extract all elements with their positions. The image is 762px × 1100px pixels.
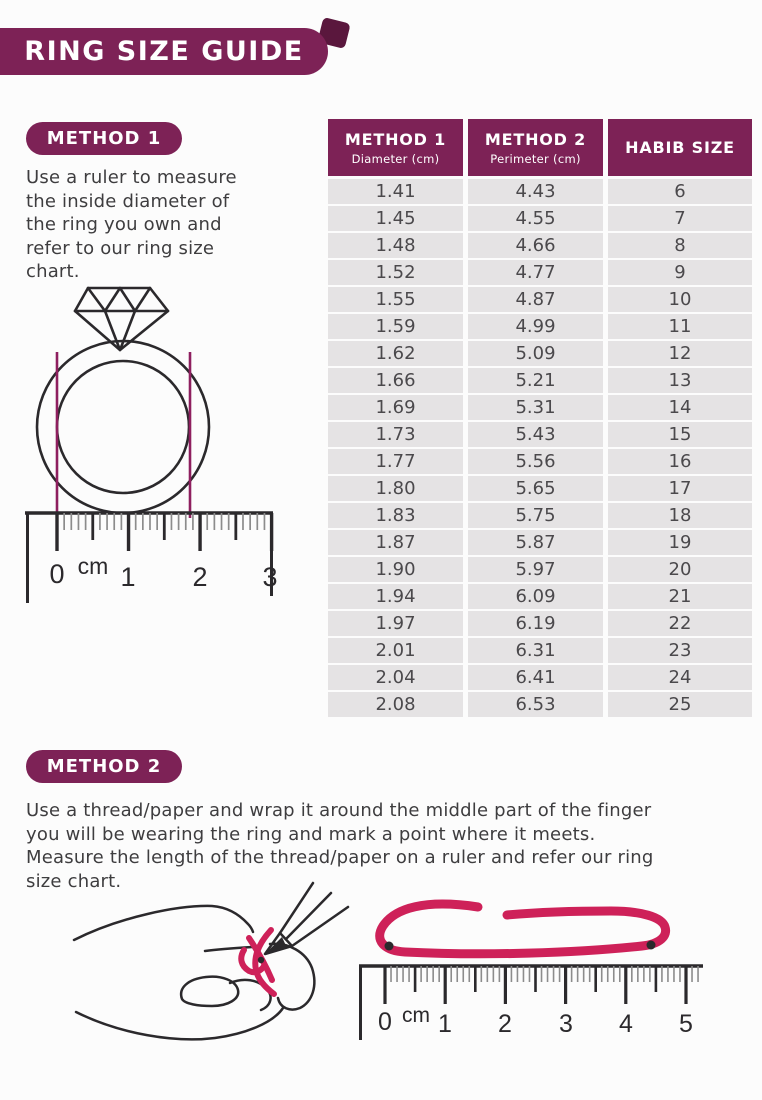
diameter-cell: 2.08: [328, 692, 463, 717]
hand-thread-marking-illustration: [30, 880, 355, 1055]
method2-description: Use a thread/paper and wrap it around the middle part of the finger you will be wearing the ring and mark a point where it meets. Measure the length of the thread/paper on a ruler and refer our ring size chart.: [26, 800, 654, 892]
table-row: [328, 557, 752, 582]
ring-size-table: [328, 119, 752, 719]
diamond-ring-drawing: [37, 288, 209, 513]
size-cell: 12: [608, 341, 752, 366]
perimeter-cell: 5.87: [468, 530, 603, 555]
hand-top-outline: [74, 906, 253, 940]
column-title: METHOD 1: [344, 129, 447, 149]
perimeter-cell: 6.53: [468, 692, 603, 717]
table-row: [328, 449, 752, 474]
size-cell: 10: [608, 287, 752, 312]
size-cell: 8: [608, 233, 752, 258]
table-row: [328, 233, 752, 258]
column-title: METHOD 2: [484, 129, 587, 149]
perimeter-cell: 6.09: [468, 584, 603, 609]
diameter-cell: 1.73: [328, 422, 463, 447]
thread-length-illustration: [350, 890, 762, 1050]
table-row: [328, 206, 752, 231]
table-row: [328, 611, 752, 636]
perimeter-cell: 4.99: [468, 314, 603, 339]
table-body: [328, 179, 752, 717]
ruler-label-4: 4: [619, 1010, 633, 1038]
size-cell: 6: [608, 179, 752, 204]
hand-drawing: [74, 883, 348, 1039]
size-cell: 19: [608, 530, 752, 555]
size-cell: 11: [608, 314, 752, 339]
diameter-cell: 2.01: [328, 638, 463, 663]
ruler-label-cm: cm: [77, 553, 109, 579]
perimeter-cell: 5.97: [468, 557, 603, 582]
diameter-cell: 1.59: [328, 314, 463, 339]
ruler-label-0: 0: [378, 1008, 392, 1036]
hand-bottom-outline: [76, 1008, 283, 1039]
table-row: [328, 638, 752, 663]
perimeter-cell: 4.55: [468, 206, 603, 231]
diameter-cell: 1.66: [328, 368, 463, 393]
diameter-cell: 1.55: [328, 287, 463, 312]
perimeter-cell: 6.31: [468, 638, 603, 663]
pencil-body: [280, 883, 348, 946]
page-title: RING SIZE GUIDE: [0, 28, 328, 75]
table-row: [328, 260, 752, 285]
diameter-cell: 1.90: [328, 557, 463, 582]
perimeter-cell: 6.41: [468, 665, 603, 690]
diameter-cell: 1.83: [328, 503, 463, 528]
method1-badge: METHOD 1: [26, 122, 182, 155]
ruler-label-2: 2: [192, 562, 208, 592]
thread-around-finger: [241, 930, 274, 994]
size-cell: 15: [608, 422, 752, 447]
table-row: [328, 692, 752, 717]
diamond-crown-facets: [88, 288, 150, 311]
method1-description: Use a ruler to measure the inside diameter of the ring you own and refer to our ring size chart.: [26, 167, 237, 282]
table-row: [328, 314, 752, 339]
ruler-label-1: 1: [120, 562, 136, 592]
size-cell: 23: [608, 638, 752, 663]
size-cell: 18: [608, 503, 752, 528]
perimeter-cell: 5.56: [468, 449, 603, 474]
table-row: [328, 368, 752, 393]
perimeter-cell: 5.21: [468, 368, 603, 393]
size-cell: 13: [608, 368, 752, 393]
perimeter-cell: 6.19: [468, 611, 603, 636]
fingertip-outline: [270, 944, 314, 1010]
ring-inner-circle: [57, 361, 189, 493]
diameter-cell: 1.48: [328, 233, 463, 258]
ruler-label-1: 1: [438, 1010, 452, 1038]
ruler-label-3: 3: [559, 1010, 573, 1038]
measured-thread: [380, 904, 666, 954]
size-cell: 21: [608, 584, 752, 609]
column-header-method2: [468, 119, 603, 176]
ruler-labels: [49, 553, 277, 592]
table-row: [328, 422, 752, 447]
ruler-cm-5: [359, 966, 703, 1040]
table-row: [328, 584, 752, 609]
ruler-cm-3: [25, 513, 278, 603]
size-cell: 24: [608, 665, 752, 690]
size-cell: 20: [608, 557, 752, 582]
ruler-ticks: [57, 513, 272, 551]
size-cell: 17: [608, 476, 752, 501]
diamond-pavilion-facets: [105, 311, 135, 350]
perimeter-cell: 5.43: [468, 422, 603, 447]
diameter-cell: 1.94: [328, 584, 463, 609]
diameter-cell: 1.97: [328, 611, 463, 636]
diameter-cell: 2.04: [328, 665, 463, 690]
perimeter-cell: 5.31: [468, 395, 603, 420]
size-cell: 25: [608, 692, 752, 717]
mark-dot: [258, 957, 264, 963]
perimeter-cell: 4.77: [468, 260, 603, 285]
table-row: [328, 503, 752, 528]
column-title: HABIB SIZE: [625, 138, 735, 157]
method2-badge: METHOD 2: [26, 750, 182, 783]
ruler-label-5: 5: [679, 1010, 693, 1038]
size-cell: 7: [608, 206, 752, 231]
size-cell: 22: [608, 611, 752, 636]
table-row: [328, 287, 752, 312]
column-header-method1: [328, 119, 463, 176]
perimeter-cell: 5.75: [468, 503, 603, 528]
ruler-labels: [378, 1004, 693, 1038]
perimeter-cell: 4.66: [468, 233, 603, 258]
table-row: [328, 395, 752, 420]
table-row: [328, 341, 752, 366]
table-row: [328, 665, 752, 690]
diameter-cell: 1.69: [328, 395, 463, 420]
ruler-label-3: 3: [262, 562, 278, 592]
diameter-cell: 1.52: [328, 260, 463, 285]
size-cell: 14: [608, 395, 752, 420]
size-cell: 16: [608, 449, 752, 474]
diameter-cell: 1.45: [328, 206, 463, 231]
table-row: [328, 530, 752, 555]
perimeter-cell: 5.09: [468, 341, 603, 366]
ruler-label-2: 2: [498, 1010, 512, 1038]
column-subtitle: Diameter (cm): [351, 151, 440, 166]
diameter-cell: 1.41: [328, 179, 463, 204]
column-header-habib-size: [608, 119, 752, 176]
ruler-label-0: 0: [49, 559, 65, 589]
table-header-row: [328, 119, 752, 176]
ruler-ticks: [385, 966, 698, 1004]
table-row: [328, 179, 752, 204]
perimeter-cell: 4.87: [468, 287, 603, 312]
ruler-label-cm: cm: [402, 1004, 430, 1027]
ring-outer-circle: [37, 341, 209, 513]
folded-finger-1: [181, 977, 238, 1006]
ring-measurement-illustration: [20, 280, 290, 605]
table-row: [328, 476, 752, 501]
diameter-cell: 1.62: [328, 341, 463, 366]
diameter-cell: 1.87: [328, 530, 463, 555]
diameter-cell: 1.80: [328, 476, 463, 501]
column-subtitle: Perimeter (cm): [490, 151, 581, 166]
size-cell: 9: [608, 260, 752, 285]
perimeter-cell: 4.43: [468, 179, 603, 204]
thread-end-dot-right: [647, 941, 656, 950]
perimeter-cell: 5.65: [468, 476, 603, 501]
diameter-cell: 1.77: [328, 449, 463, 474]
thread-end-dot-left: [385, 942, 394, 951]
